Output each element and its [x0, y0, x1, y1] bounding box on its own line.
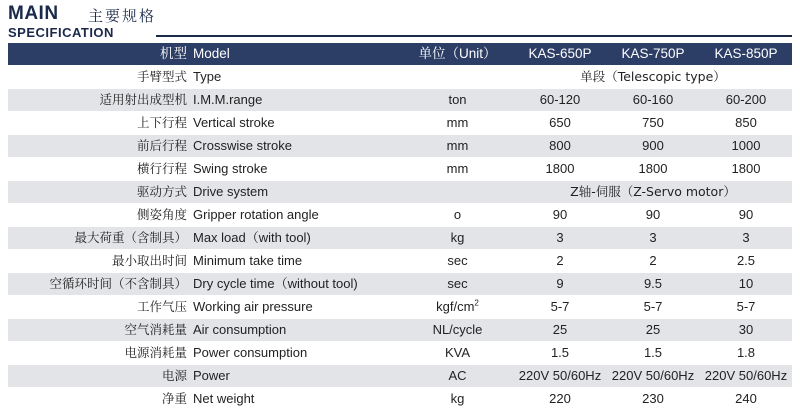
row-value-model-2: 3	[606, 227, 700, 250]
table-row	[8, 66, 792, 89]
row-param-en: Type	[191, 66, 401, 89]
row-param-cn: 最小取出时间	[8, 250, 191, 273]
table-body	[8, 66, 792, 411]
row-param-cn: 空气消耗量	[8, 319, 191, 342]
row-unit: o	[401, 204, 514, 227]
row-param-en: Power	[191, 365, 401, 388]
row-value-model-3: 2.5	[700, 250, 792, 273]
row-value-model-3: 240	[700, 388, 792, 411]
header-param-cn: 机型	[8, 43, 191, 66]
row-unit: kg	[401, 227, 514, 250]
spec-table	[8, 43, 792, 411]
row-unit: kg	[401, 388, 514, 411]
row-value-model-1: 25	[514, 319, 606, 342]
table-row	[8, 181, 792, 204]
header-model-3: KAS-850P	[700, 43, 792, 66]
row-value-model-2: 220V 50/60Hz	[606, 365, 700, 388]
row-value-model-3: 60-200	[700, 89, 792, 112]
row-param-cn: 最大荷重（含制具）	[8, 227, 191, 250]
row-param-en: Air consumption	[191, 319, 401, 342]
table-header-row	[8, 43, 792, 66]
row-value-model-1: 800	[514, 135, 606, 158]
row-param-cn: 手臂型式	[8, 66, 191, 89]
row-value-model-2: 1800	[606, 158, 700, 181]
row-param-cn: 驱动方式	[8, 181, 191, 204]
row-param-en: I.M.M.range	[191, 89, 401, 112]
row-value-model-3: 220V 50/60Hz	[700, 365, 792, 388]
heading-chinese: 主要规格	[88, 7, 157, 25]
row-value-model-1: 2	[514, 250, 606, 273]
row-value-model-1: 1800	[514, 158, 606, 181]
row-value-model-2: 9.5	[606, 273, 700, 296]
row-value-model-1: 90	[514, 204, 606, 227]
row-unit	[401, 181, 514, 204]
row-value-model-3: 90	[700, 204, 792, 227]
row-unit: sec	[401, 273, 514, 296]
row-param-cn: 净重	[8, 388, 191, 411]
row-param-cn: 前后行程	[8, 135, 191, 158]
row-param-cn: 电源消耗量	[8, 342, 191, 365]
row-unit: KVA	[401, 342, 514, 365]
row-param-en: Working air pressure	[191, 296, 401, 319]
table-row	[8, 319, 792, 342]
table-row	[8, 250, 792, 273]
row-unit: mm	[401, 112, 514, 135]
row-value-model-3: 850	[700, 112, 792, 135]
row-param-cn: 工作气压	[8, 296, 191, 319]
row-unit-text: kgf/cm	[436, 299, 475, 314]
row-value-model-1: 1.5	[514, 342, 606, 365]
row-value-model-1: 60-120	[514, 89, 606, 112]
row-value-model-2: 25	[606, 319, 700, 342]
row-param-en: Max load（with tool)	[191, 227, 401, 250]
row-value-model-1: 220	[514, 388, 606, 411]
header-param-en: Model	[191, 43, 401, 66]
table-row	[8, 112, 792, 135]
row-unit: mm	[401, 135, 514, 158]
row-value-model-1: 650	[514, 112, 606, 135]
row-value-model-2: 2	[606, 250, 700, 273]
row-value-model-2: 750	[606, 112, 700, 135]
row-param-en: Power consumption	[191, 342, 401, 365]
row-value-model-1: 220V 50/60Hz	[514, 365, 606, 388]
row-value-model-2: 90	[606, 204, 700, 227]
row-value-model-1: 9	[514, 273, 606, 296]
spec-heading	[8, 3, 792, 39]
table-row	[8, 135, 792, 158]
table-row	[8, 342, 792, 365]
row-value-model-2: 60-160	[606, 89, 700, 112]
table-row	[8, 388, 792, 411]
table-row	[8, 365, 792, 388]
row-param-cn: 上下行程	[8, 112, 191, 135]
header-model-2: KAS-750P	[606, 43, 700, 66]
row-param-en: Minimum take time	[191, 250, 401, 273]
row-span-value: 单段（Telescopic type）	[514, 66, 792, 89]
row-param-cn: 侧姿角度	[8, 204, 191, 227]
row-value-model-3: 1800	[700, 158, 792, 181]
row-param-cn: 适用射出成型机	[8, 89, 191, 112]
row-unit: sec	[401, 250, 514, 273]
row-param-cn: 空循环时间（不含制具）	[8, 273, 191, 296]
header-model-1: KAS-650P	[514, 43, 606, 66]
row-value-model-3: 10	[700, 273, 792, 296]
table-row	[8, 89, 792, 112]
row-param-en: Net weight	[191, 388, 401, 411]
row-unit: mm	[401, 158, 514, 181]
row-unit	[401, 296, 514, 319]
table-row	[8, 158, 792, 181]
row-param-en: Swing stroke	[191, 158, 401, 181]
row-unit: ton	[401, 89, 514, 112]
heading-main: MAIN	[8, 3, 59, 24]
heading-specification: SPECIFICATION	[8, 25, 114, 40]
row-unit	[401, 66, 514, 89]
row-value-model-3: 5-7	[700, 296, 792, 319]
row-param-en: Gripper rotation angle	[191, 204, 401, 227]
row-value-model-3: 1000	[700, 135, 792, 158]
row-unit: NL/cycle	[401, 319, 514, 342]
row-param-en: Dry cycle time（without tool)	[191, 273, 401, 296]
table-row	[8, 273, 792, 296]
row-value-model-2: 900	[606, 135, 700, 158]
row-param-en: Drive system	[191, 181, 401, 204]
row-value-model-3: 3	[700, 227, 792, 250]
row-value-model-2: 230	[606, 388, 700, 411]
row-param-cn: 横行行程	[8, 158, 191, 181]
row-unit: AC	[401, 365, 514, 388]
table-row	[8, 204, 792, 227]
header-unit: 单位（Unit）	[401, 43, 514, 66]
row-param-en: Crosswise stroke	[191, 135, 401, 158]
row-value-model-2: 1.5	[606, 342, 700, 365]
row-value-model-3: 30	[700, 319, 792, 342]
row-param-cn: 电源	[8, 365, 191, 388]
row-span-value: Z轴-伺服（Z-Servo motor）	[514, 181, 792, 204]
table-row	[8, 296, 792, 319]
row-value-model-1: 3	[514, 227, 606, 250]
heading-rule	[156, 35, 792, 37]
row-value-model-2: 5-7	[606, 296, 700, 319]
row-value-model-1: 5-7	[514, 296, 606, 319]
row-value-model-3: 1.8	[700, 342, 792, 365]
row-param-en: Vertical stroke	[191, 112, 401, 135]
row-unit-superscript: 2	[474, 298, 479, 308]
table-row	[8, 227, 792, 250]
